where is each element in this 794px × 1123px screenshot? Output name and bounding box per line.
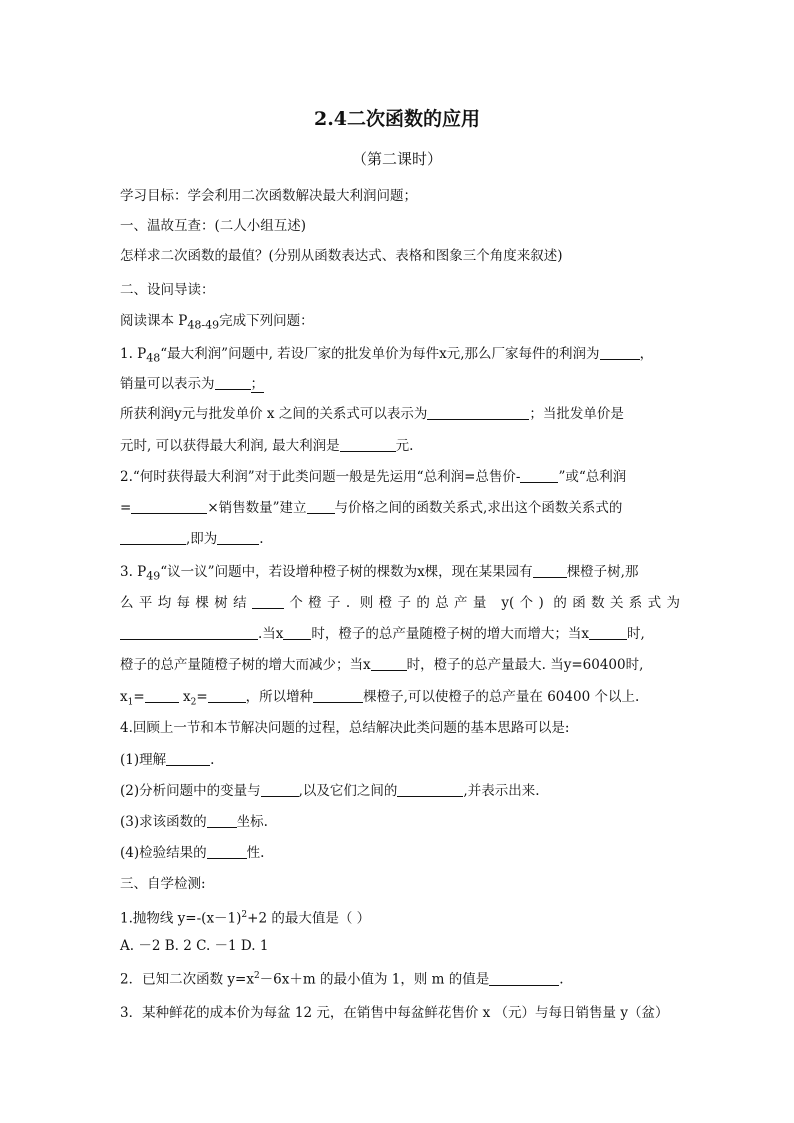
blank (397, 782, 463, 797)
blank (131, 499, 207, 514)
blank (520, 468, 558, 483)
question-1-line-3: 所获利润y元与批发单价 x 之间的关系式可以表示为 ；当批发单价是 (120, 406, 624, 422)
question-3-line-5: $x_1= x_2=$ ，所以增种 棵橙子,可以使橙子的总产量在 60400 个以上. (120, 689, 640, 708)
blank (252, 594, 284, 609)
blank (208, 688, 246, 703)
blank (283, 625, 311, 640)
question-3-line-1: 3. $P_{49}“$议一议”问题中，若设增种橙子树的棵数为x棵，现在某果园有 棵橙子树,那 (120, 564, 639, 583)
blank (207, 844, 247, 859)
question-4: 4.回顾上一节和本节解决问题的过程，总结解决此类问题的基本思路可以是: (120, 720, 570, 736)
blank (589, 625, 627, 640)
question-4-step-3: (3)求该函数的 坐标. (120, 814, 268, 830)
question-2-line-1: 2.“何时获得最大利润”对于此类问题一般是先运用“总利润=总售价- ”或“总利润 (120, 469, 627, 485)
blank (533, 563, 567, 578)
blank (166, 751, 210, 766)
blank (489, 971, 559, 986)
blank (145, 688, 179, 703)
question-1-line-4: 元时, 可以获得最大利润, 最大利润是 元. (120, 438, 414, 454)
blank (600, 345, 640, 360)
question-1-line-2: 销量可以表示为 ； (120, 376, 264, 392)
question-1-line-1: 1. $P_{48}“$最大利润”问题中, 若设厂家的批发单价为每件x元,那么厂家每件的利润为 ， (120, 346, 654, 365)
question-4-step-1: (1)理解 . (120, 752, 215, 768)
test-1: 1.抛物线 $y=-(x-1)^2+2$ 的最大值是（ ） (120, 910, 371, 927)
blank (371, 656, 407, 671)
blank (313, 688, 363, 703)
blank (307, 499, 335, 514)
blank (261, 782, 299, 797)
blank (207, 813, 237, 828)
test-2: 2．已知二次函数 $y=x^2-6x+m$ 的最小值为 1，则 m 的值是 . (120, 971, 564, 988)
question-3-line-3: .当x 时，橙子的总产量随橙子树的增大而增大；当x 时, (120, 624, 680, 644)
blank (427, 405, 529, 420)
learning-objective: 学习目标：学会利用二次函数解决最大利润问题； (120, 188, 417, 204)
question-3-line-4: 橙子的总产量随橙子树的增大而减少；当x 时，橙子的总产量最大. 当y=60400时, (120, 657, 644, 673)
blank (217, 530, 259, 545)
section-2-heading: 二、设问导读： (120, 282, 215, 298)
question-4-step-4: (4)检验结果的 性. (120, 845, 265, 861)
question-2-line-2: = ×销售数量”建立 与价格之间的函数关系式,求出这个函数关系式的 (120, 500, 623, 516)
test-3: 3．某种鲜花的成本价为每盆 12 元，在销售中每盆鲜花售价 x （元）与每日销售量 y（盆） (120, 1005, 669, 1021)
page-subtitle: （第二课时） (351, 150, 442, 168)
blank (215, 375, 251, 390)
blank (120, 530, 186, 545)
blank (340, 437, 396, 452)
section-1-heading: 一、温故互查：(二人小组互述) (120, 218, 307, 234)
question-3-line-2: 么平均每棵树结 个橙子. 则橙子的总产量 y(个) 的函数关系式为 (120, 595, 681, 611)
blank (120, 625, 258, 640)
question-4-step-2: (2)分析问题中的变量与 ,以及它们之间的 ,并表示出来. (120, 783, 540, 799)
question-2-line-3: ,即为 . (120, 529, 680, 549)
section-3-heading: 三、自学检测: (120, 876, 206, 892)
page-title: 2.4二次函数的应用 (313, 108, 481, 130)
reading-instruction: 阅读课本 $P_{48-49}$完成下列问题： (120, 313, 314, 332)
section-1-question: 怎样求二次函数的最值？(分别从函数表达式、表格和图象三个角度来叙述) (120, 248, 563, 264)
test-1-options: A. －2 B. 2 C. －1 D. 1 (120, 938, 269, 954)
